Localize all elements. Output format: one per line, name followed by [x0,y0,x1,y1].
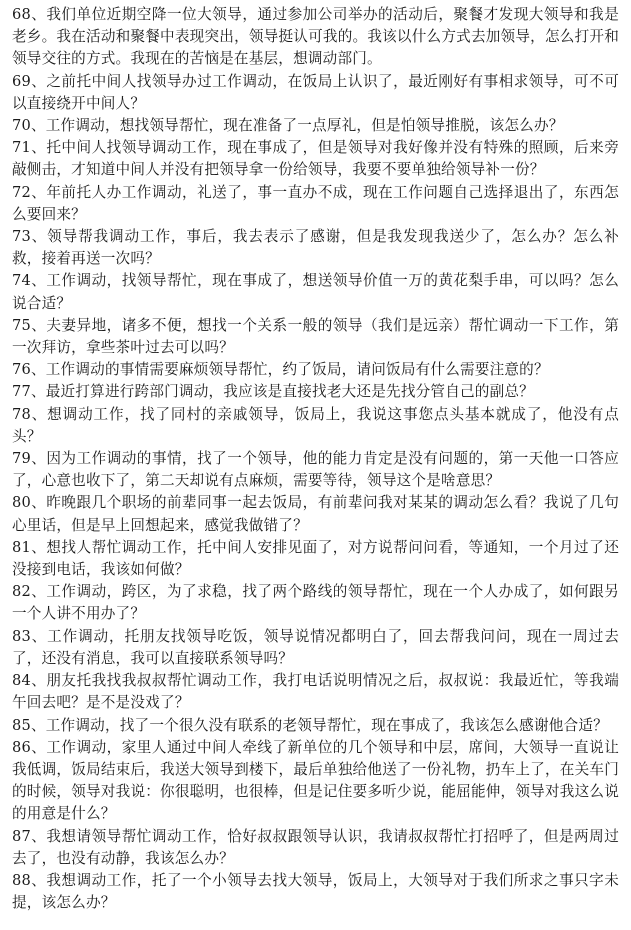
question-74: 74、工作调动，找领导帮忙，现在事成了，想送领导价值一万的黄花梨手串，可以吗？怎么说合适？ [12,272,619,312]
question-82: 82、工作调动，跨区，为了求稳，找了两个路线的领导帮忙，现在一个人办成了，如何跟另一个人讲不用办了？ [12,583,619,623]
question-73: 73、领导帮我调动工作，事后，我去表示了感谢，但是我发现我送少了，怎么办？怎么补救，接着再送一次吗？ [12,228,619,268]
question-71: 71、托中间人找领导调动工作，现在事成了，但是领导对我好像并没有特殊的照顾，后来旁敲侧击，才知道中间人并没有把领导拿一份给领导，我要不要单独给领导补一份？ [12,139,619,179]
question-83: 83、工作调动，托朋友找领导吃饭，领导说情况都明白了，回去帮我问问，现在一周过去了，还没有消息，我可以直接联系领导吗？ [12,627,619,667]
question-84: 84、朋友托我找我叔叔帮忙调动工作，我打电话说明情况之后，叔叔说：我最近忙，等我端午回去吧？是不是没戏了？ [12,672,619,712]
question-75: 75、夫妻异地，诸多不便，想找一个关系一般的领导（我们是远亲）帮忙调动一下工作，第一次拜访，拿些茶叶过去可以吗？ [12,316,619,357]
question-77: 77、最近打算进行跨部门调动，我应该是直接找老大还是先找分管自己的副总？ [12,383,534,401]
question-78: 78、想调动工作，找了同村的亲戚领导，饭局上，我说这事您点头基本就成了，他没有点头？ [12,405,619,445]
question-72: 72、年前托人办工作调动，礼送了，事一直办不成，现在工作问题自己选择退出了，东西怎么要回来？ [12,183,619,223]
question-76: 76、工作调动的事情需要麻烦领导帮忙，约了饭局，请问饭局有什么需要注意的？ [12,361,549,379]
question-80: 80、昨晚跟几个职场的前辈同事一起去饭局，有前辈问我对某某的调动怎么看？我说了几句心里话，但是早上回想起来，感觉我做错了？ [12,494,619,534]
question-81: 81、想找人帮忙调动工作，托中间人安排见面了，对方说帮问问看，等通知，一个月过了还没接到电话，我该如何做？ [12,538,619,579]
question-68: 68、我们单位近期空降一位大领导，通过参加公司举办的活动后，聚餐才发现大领导和我是老乡。我在活动和聚餐中表现突出，领导挺认可我的。我该以什么方式去加领导，怎么打开和领导交往的方式。我现在的苦恼是在基层，想调动部门。 [12,6,619,68]
question-85: 85、工作调动，找了一个很久没有联系的老领导帮忙，现在事成了，我该怎么感谢他合适？ [12,716,608,734]
question-69: 69、之前托中间人找领导办过工作调动，在饭局上认识了，最近刚好有事相求领导，可不可以直接绕开中间人？ [12,72,619,112]
question-88: 88、我想调动工作，托了一个小领导去找大领导，饭局上，大领导对于我们所求之事只字未提，该怎么办？ [12,871,619,912]
question-70: 70、工作调动，想找领导帮忙，现在准备了一点厚礼，但是怕领导推脱，该怎么办？ [12,117,564,135]
question-79: 79、因为工作调动的事情，找了一个领导，他的能力肯定是没有问题的，第一天他一口答应了，心意也收下了，第二天却说有点麻烦，需要等待，领导这个是啥意思？ [12,450,619,490]
question-87: 87、我想请领导帮忙调动工作，恰好叔叔跟领导认识，我请叔叔帮忙打招呼了，但是两周过去了，也没有动静，我该怎么办？ [12,827,619,867]
question-86: 86、工作调动，家里人通过中间人牵线了新单位的几个领导和中层，席间，大领导一直说让我低调，饭局结束后，我送大领导到楼下，最后单独给他送了一份礼物，扔车上了，在关车门的时候，领导对我说：你很聪明，也很棒，但是记住要多听少说，能屈能伸，领导对我这么说的用意是什么？ [12,738,619,823]
